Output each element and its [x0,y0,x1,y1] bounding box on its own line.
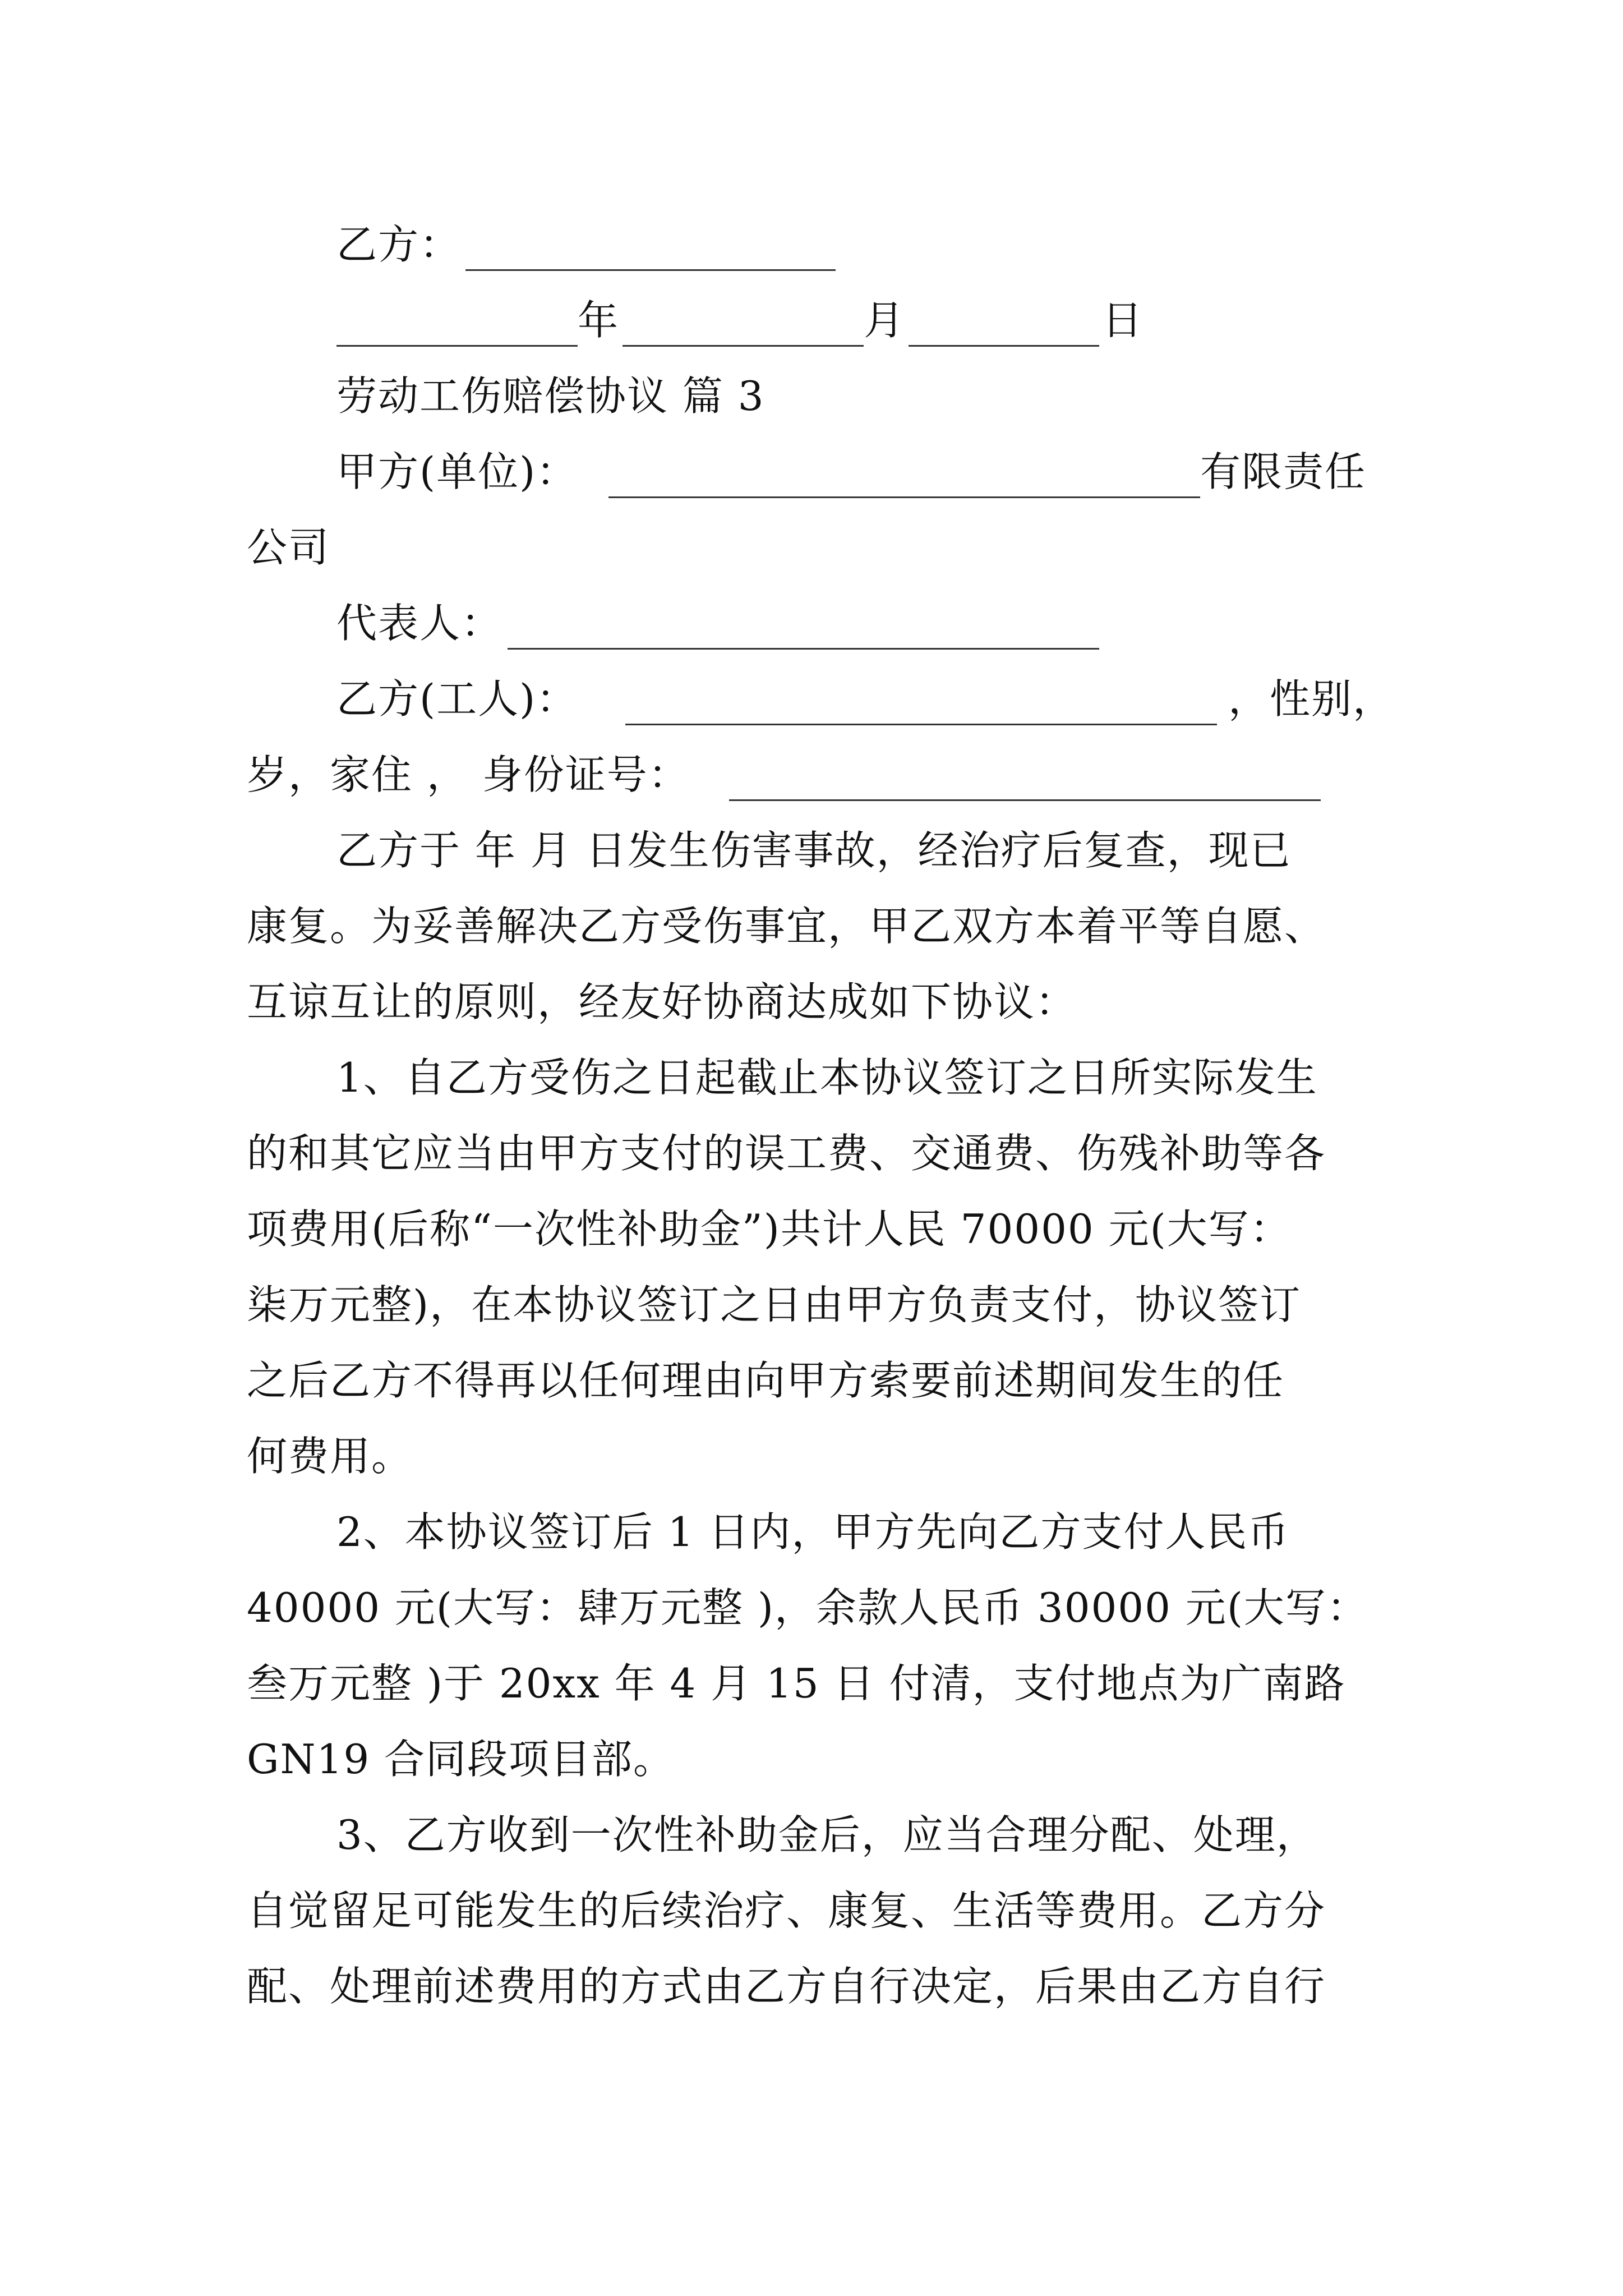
representative-line [0,585,1623,661]
clause-text: 的和其它应当由甲方支付的误工费、交通费、伤残补助等各 [247,1130,1326,1177]
party-b-blank [465,269,836,271]
clause-text: 3、乙方收到一次性补助金后，应当合理分配、处理， [336,1811,1318,1858]
representative-blank [508,648,1099,650]
clause-text: 项费用(后称“一次性补助金”)共计人民 70000 元(大写： [247,1205,1292,1253]
clause-1-line [0,1418,1623,1494]
section-heading-text: 劳动工伤赔偿协议 篇 3 [336,372,765,420]
id-label: 岁，家住 ， 身份证号： [247,751,690,798]
day-blank [909,345,1099,347]
party-a-line-cont [0,509,1623,586]
party-a-line [0,434,1623,510]
clause-text: 2、本协议签订后 1 日内，甲方先向乙方支付人民币 [336,1508,1290,1556]
clause-2-line [0,1645,1623,1722]
clause-1-line [0,1115,1623,1191]
id-blank [729,799,1321,801]
date-line [0,282,1623,358]
day-label: 日 [1102,297,1144,344]
clause-text: GN19 合同段项目部。 [247,1736,675,1783]
clause-1-line [0,1039,1623,1116]
worker-blank [625,724,1217,725]
worker-label: 乙方(工人)： [336,675,578,723]
section-heading [0,358,1623,434]
paragraph-line [0,812,1623,889]
clause-1-line [0,1342,1623,1419]
clause-text: 柒万元整)，在本协议签订之日由甲方负责支付，协议签订 [247,1281,1302,1328]
year-blank [336,345,578,347]
clause-text: 配、处理前述费用的方式由乙方自行决定，后果由乙方自行 [247,1963,1326,2010]
paragraph-line [0,964,1623,1040]
clause-2-line [0,1494,1623,1570]
clause-3-line [0,1948,1623,2024]
paragraph-line [0,888,1623,964]
id-line [0,737,1623,813]
clause-text: 叁万元整 )于 20xx 年 4 月 15 日 付清，支付地点为广南路 [247,1660,1346,1707]
clause-text: 何费用。 [247,1433,413,1480]
clause-text: 1、自乙方受伤之日起截止本协议签订之日所实际发生 [336,1054,1318,1101]
party-b-signature-line [0,206,1623,283]
clause-3-line [0,1797,1623,1873]
clause-text: 40000 元(大写：肆万元整 )，余款人民币 30000 元(大写： [247,1584,1368,1631]
party-a-suffix-cont: 公司 [247,524,330,571]
clause-1-line [0,1191,1623,1267]
clause-3-line [0,1872,1623,1949]
worker-line [0,661,1623,737]
paragraph-text: 康复。为妥善解决乙方受伤事宜，甲乙双方本着平等自愿、 [247,903,1326,950]
month-label: 月 [864,297,906,344]
gender-label: ，性别， [1228,675,1395,723]
month-blank [623,345,864,347]
party-a-blank [608,496,1200,498]
year-label: 年 [578,297,620,344]
party-a-label: 甲方(单位)： [336,448,578,495]
clause-text: 之后乙方不得再以任何理由向甲方索要前述期间发生的任 [247,1357,1285,1404]
clause-2-line [0,1570,1623,1646]
clause-2-line [0,1721,1623,1797]
paragraph-text: 互谅互让的原则，经友好协商达成如下协议： [247,978,1077,1025]
representative-label: 代表人： [336,600,503,647]
clause-1-line [0,1267,1623,1343]
paragraph-text: 乙方于 年 月 日发生伤害事故，经治疗后复查，现已 [336,827,1292,874]
party-b-label: 乙方： [336,221,462,268]
party-a-suffix: 有限责任 [1200,448,1367,495]
clause-text: 自觉留足可能发生的后续治疗、康复、生活等费用。乙方分 [247,1887,1326,1934]
